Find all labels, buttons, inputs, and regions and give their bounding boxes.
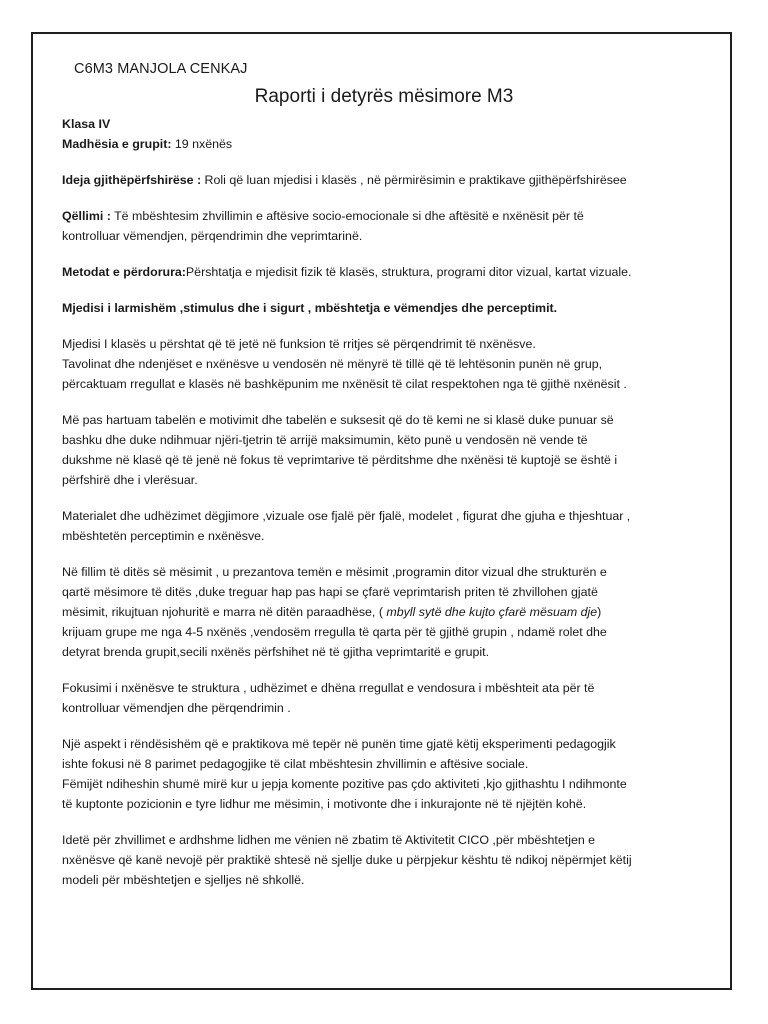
methods xyxy=(62,262,710,282)
paragraph-line: modeli për mbështetjen e sjelljes në shkollë. xyxy=(62,873,305,887)
goal-label: Qëllimi : xyxy=(62,209,111,223)
paragraph-line: përfshirë dhe i vlerësuar. xyxy=(62,473,198,487)
paragraph-line: Idetë për zhvillimet e ardhshme lidhen me vënien në zbatim të Aktivitetit CICO ,për mbështetjen e xyxy=(62,833,596,847)
paragraph-line: kontrolluar vëmendjen dhe përqendrimin . xyxy=(62,701,291,715)
paragraph-1 xyxy=(62,334,710,394)
paragraph-line: mbështetën perceptimin e nxënësve. xyxy=(62,529,265,543)
paragraph-line: Tavolinat dhe ndenjëset e nxënësve u vendosën në mënyrë të tillë që të lehtësonin punën në grup, xyxy=(62,357,603,371)
paragraph-line: Mjedisi I klasës u përshtat që të jetë në funksion të rritjes së përqendrimit të nxënësve. xyxy=(62,337,536,351)
paragraph-7 xyxy=(62,830,710,890)
report-body xyxy=(62,114,710,890)
environment-heading: Mjedisi i larmishëm ,stimulus dhe i sigurt , mbështetja e vëmendjes dhe perceptimit. xyxy=(62,301,558,315)
inclusive-idea-value: Roli që luan mjedisi i klasës , në përmirësimin e praktikave gjithëpërfshirësee xyxy=(201,173,627,187)
paragraph-line: të kuptonte pozicionin e tyre lidhur me mësimin, i motivonte dhe i inkurajonte në të njëjtën kohë. xyxy=(62,797,587,811)
paragraph-line: detyrat brenda grupit,secili nxënës përfshihet në të gjitha veprimtaritë e grupit. xyxy=(62,645,490,659)
goal-text-1: Të mbështesim zhvillimin e aftësive socio-emocionale si dhe aftësitë e nxënësit për të xyxy=(110,209,584,223)
paragraph-line: bashku dhe duke ndihmuar njëri-tjetrin të arrijë maksimumin, këto punë u vendosën në vende të xyxy=(62,433,588,447)
paragraph-line xyxy=(62,602,710,622)
goal-line-1 xyxy=(62,206,710,226)
paragraph-line: ishte fokusi në 8 parimet pedagogjike të cilat mbështesin zhvillimin e aftësive sociale. xyxy=(62,757,529,771)
methods-value: Përshtatja e mjedisit fizik të klasës, struktura, programi ditor vizual, kartat vizuale. xyxy=(185,265,632,279)
paragraph-line: nxënësve që kanë nevojë për praktikë shtesë në sjellje duke u përpjekur kështu të ndikoj nëpërmjet këtij xyxy=(62,853,632,867)
group-size-value: 19 nxënës xyxy=(171,137,233,151)
paragraph-4 xyxy=(62,562,710,662)
inclusive-idea xyxy=(62,170,710,190)
group-size-label: Madhësia e grupit: xyxy=(62,137,172,151)
inclusive-idea-label: Ideja gjithëpërfshirëse : xyxy=(62,173,202,187)
paragraph-text: ) xyxy=(597,605,602,619)
paragraph-line: përcaktuam rregullat e klasës në bashkëpunim me nxënësit të cilat respektohen nga të gjithë nxënësit . xyxy=(62,377,627,391)
paragraph-line: Fokusimi i nxënësve te struktura , udhëzimet e dhëna rregullat e vendosura i mbështeit ata për të xyxy=(62,681,595,695)
class-label: Klasa IV xyxy=(62,117,111,131)
paragraph-line: krijuam grupe me nga 4-5 nxënës ,vendosëm rregulla të qarta për të gjithë grupin , ndamë rolet dhe xyxy=(62,625,607,639)
paragraph-line: Më pas hartuam tabelën e motivimit dhe tabelën e suksesit që do të kemi ne si klasë duke punuar së xyxy=(62,413,614,427)
paragraph-6 xyxy=(62,734,710,814)
paragraph-line: Në fillim të ditës së mësimit , u prezantova temën e mësimit ,programin ditor vizual dhe strukturën e xyxy=(62,565,607,579)
paragraph-line: Një aspekt i rëndësishëm që e praktikova më tepër në punën time gjatë këtij eksperimenti pedagogjik xyxy=(62,737,616,751)
document-title: Raporti i detyrës mësimore M3 xyxy=(254,86,514,107)
paragraph-2 xyxy=(62,410,710,490)
paragraph-3 xyxy=(62,506,710,546)
paragraph-line: dukshme në klasë që të jenë në fokus të veprimtarive të përditshme dhe nxënësi të kuptojë se është i xyxy=(62,453,618,467)
paragraph-5 xyxy=(62,678,710,718)
paragraph-line: Fëmijët ndiheshin shumë mirë kur u jepja komente pozitive pas çdo aktiviteti ,kjo gjithashtu I ndihmonte xyxy=(62,777,627,791)
paragraph-line: qartë mësimore të ditës ,duke treguar hap pas hapi se çfarë veprimtarish priten të zhvillohen gjatë xyxy=(62,585,598,599)
author-line: C6M3 MANJOLA CENKAJ xyxy=(74,61,248,77)
italic-quote: mbyll sytë dhe kujto çfarë mësuam dje xyxy=(386,605,598,619)
paragraph-text: mësimit, rikujtuan njohuritë e marra në ditën paraadhëse, ( xyxy=(62,605,387,619)
paragraph-line: Materialet dhe udhëzimet dëgjimore ,vizuale ose fjalë për fjalë, modelet , figurat dhe gjuha e thjeshtuar , xyxy=(62,509,631,523)
group-size xyxy=(62,134,710,154)
goal-line-2: kontrolluar vëmendjen, përqendrimin dhe veprimtarinë. xyxy=(62,229,363,243)
methods-label: Metodat e përdorura: xyxy=(62,265,186,279)
